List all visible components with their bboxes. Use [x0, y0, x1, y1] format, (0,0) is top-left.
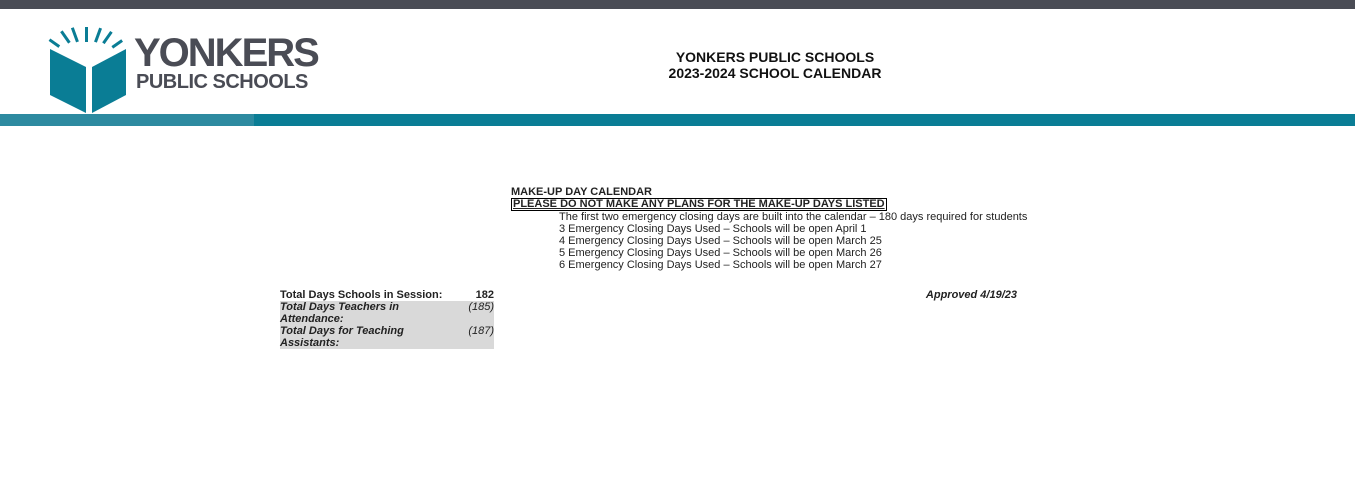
book-logo-icon [48, 27, 128, 115]
page-header [0, 9, 1355, 114]
total-label: Total Days Teachers in Attendance: [280, 301, 400, 325]
total-row-session [280, 289, 494, 301]
makeup-list [559, 211, 1027, 271]
makeup-line: 4 Emergency Closing Days Used – Schools will be open March 25 [559, 235, 882, 247]
accent-stripe [0, 114, 1355, 126]
logo-subwordmark: PUBLIC SCHOOLS [136, 71, 308, 93]
title-block [575, 49, 975, 81]
makeup-line: The first two emergency closing days are built into the calendar – 180 days required for students [559, 211, 1028, 223]
total-label: Total Days Schools in Session: [280, 289, 443, 301]
total-value: (185) [468, 301, 494, 313]
total-row-assistants [280, 325, 494, 349]
page-subtitle: 2023-2024 SCHOOL CALENDAR [668, 65, 882, 81]
accent-stripe-left [0, 114, 254, 126]
total-label: Total Days for Teaching Assistants: [280, 325, 404, 349]
makeup-line: 3 Emergency Closing Days Used – Schools will be open April 1 [559, 223, 867, 235]
logo-wordmark: YONKERS [134, 31, 318, 75]
page-title: YONKERS PUBLIC SCHOOLS [675, 49, 875, 65]
makeup-line: 6 Emergency Closing Days Used – Schools will be open March 27 [559, 259, 882, 271]
top-bar [0, 0, 1355, 9]
makeup-section [511, 186, 1027, 271]
makeup-heading: MAKE-UP DAY CALENDAR [511, 186, 652, 198]
total-row-teachers [280, 301, 494, 325]
approved-date: Approved 4/19/23 [925, 289, 1017, 301]
totals-section [280, 289, 494, 349]
total-value: (187) [468, 325, 494, 337]
total-value: 182 [475, 289, 494, 301]
makeup-warning: PLEASE DO NOT MAKE ANY PLANS FOR THE MAKE-UP DAYS LISTED [513, 198, 885, 210]
makeup-line: 5 Emergency Closing Days Used – Schools will be open March 26 [559, 247, 882, 259]
